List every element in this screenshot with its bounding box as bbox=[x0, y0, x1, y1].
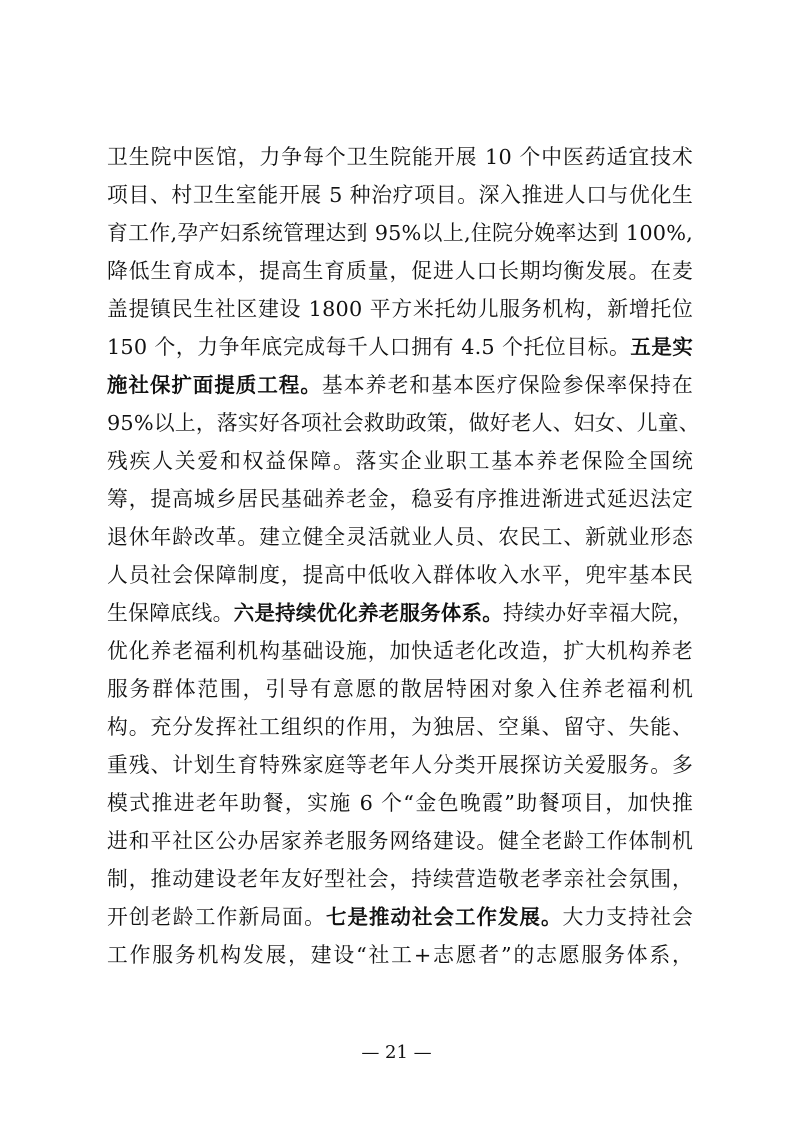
body-text-segment: 育工作,孕产妇系统管理达到 95%以上,住院分娩率达到 100%, bbox=[107, 221, 693, 245]
body-text-segment: 筹，提高城乡居民基础养老金，稳妥有序推进渐进式延迟法定 bbox=[107, 487, 693, 511]
text-line bbox=[107, 404, 700, 442]
body-text-segment: 项目、村卫生室能开展 5 种治疗项目。深入推进人口与优化生 bbox=[107, 183, 693, 207]
text-line bbox=[107, 214, 693, 252]
body-text-segment: 大力支持社会 bbox=[562, 905, 694, 929]
text-line bbox=[107, 670, 693, 708]
body-text-segment: 开创老龄工作新局面。 bbox=[107, 905, 327, 929]
bold-heading-text: 七是推动社会工作发展。 bbox=[326, 905, 563, 929]
body-text-segment: 进和平社区公办居家养老服务网络建设。健全老龄工作体制机 bbox=[107, 829, 693, 853]
text-line bbox=[107, 480, 693, 518]
bold-heading-text: 施社保扩面提质工程。 bbox=[107, 373, 322, 397]
text-line bbox=[107, 898, 693, 936]
body-text-segment: 降低生育成本，提高生育质量，促进人口长期均衡发展。在麦 bbox=[107, 259, 693, 283]
body-text-segment: 服务群体范围，引导有意愿的散居特困对象入住养老福利机 bbox=[107, 677, 693, 701]
text-line bbox=[107, 138, 693, 176]
text-line bbox=[107, 176, 693, 214]
body-text-segment: 模式推进老年助餐，实施 6 个“金色晚霞”助餐项目，加快推 bbox=[107, 791, 693, 815]
body-text-segment: 工作服务机构发展，建设“社工+志愿者”的志愿服务体系， bbox=[107, 943, 693, 967]
body-text-segment: 优化养老福利机构基础设施，加快适老化改造，扩大机构养老 bbox=[107, 639, 693, 663]
body-text-segment: 退休年龄改革。建立健全灵活就业人员、农民工、新就业形态 bbox=[107, 525, 693, 549]
body-text bbox=[107, 138, 700, 974]
text-line bbox=[107, 936, 693, 974]
text-line bbox=[107, 632, 693, 670]
body-text-segment: 生保障底线。 bbox=[107, 601, 234, 625]
body-text-segment: 150 个，力争年底完成每千人口拥有 4.5 个托位目标。 bbox=[107, 335, 631, 359]
text-line bbox=[107, 556, 693, 594]
text-line bbox=[107, 784, 693, 822]
body-text-segment: 残疾人关爱和权益保障。落实企业职工基本养老保险全国统 bbox=[107, 449, 693, 473]
body-text-segment: 基本养老和基本医疗保险参保率保持在 bbox=[321, 373, 693, 397]
text-line bbox=[107, 366, 693, 404]
body-text-segment: 构。充分发挥社工组织的作用，为独居、空巢、留守、失能、 bbox=[107, 715, 693, 739]
body-text-segment: 持续办好幸福大院， bbox=[503, 601, 693, 625]
text-line bbox=[107, 594, 693, 632]
body-text-segment: 盖提镇民生社区建设 1800 平方米托幼儿服务机构，新增托位 bbox=[107, 297, 693, 321]
bold-heading-text: 五是实 bbox=[630, 335, 693, 359]
text-line bbox=[107, 518, 693, 556]
text-line bbox=[107, 442, 693, 480]
text-line bbox=[107, 252, 693, 290]
body-text-segment: 重残、计划生育特殊家庭等老年人分类开展探访关爱服务。多 bbox=[107, 753, 693, 777]
body-text-segment: 卫生院中医馆，力争每个卫生院能开展 10 个中医药适宜技术 bbox=[107, 145, 693, 169]
body-text-segment: 制，推动建设老年友好型社会，持续营造敬老孝亲社会氛围， bbox=[107, 867, 693, 891]
body-text-segment: 95%以上，落实好各项社会救助政策，做好老人、妇女、儿童、 bbox=[107, 411, 700, 435]
text-line bbox=[107, 860, 693, 898]
text-line bbox=[107, 328, 693, 366]
body-text-segment: 人员社会保障制度，提高中低收入群体收入水平，兜牢基本民 bbox=[107, 563, 693, 587]
text-line bbox=[107, 290, 693, 328]
text-line bbox=[107, 708, 693, 746]
page-number: — 21 — bbox=[361, 1042, 432, 1063]
text-line bbox=[107, 746, 693, 784]
text-line bbox=[107, 822, 693, 860]
bold-heading-text: 六是持续优化养老服务体系。 bbox=[233, 601, 504, 625]
